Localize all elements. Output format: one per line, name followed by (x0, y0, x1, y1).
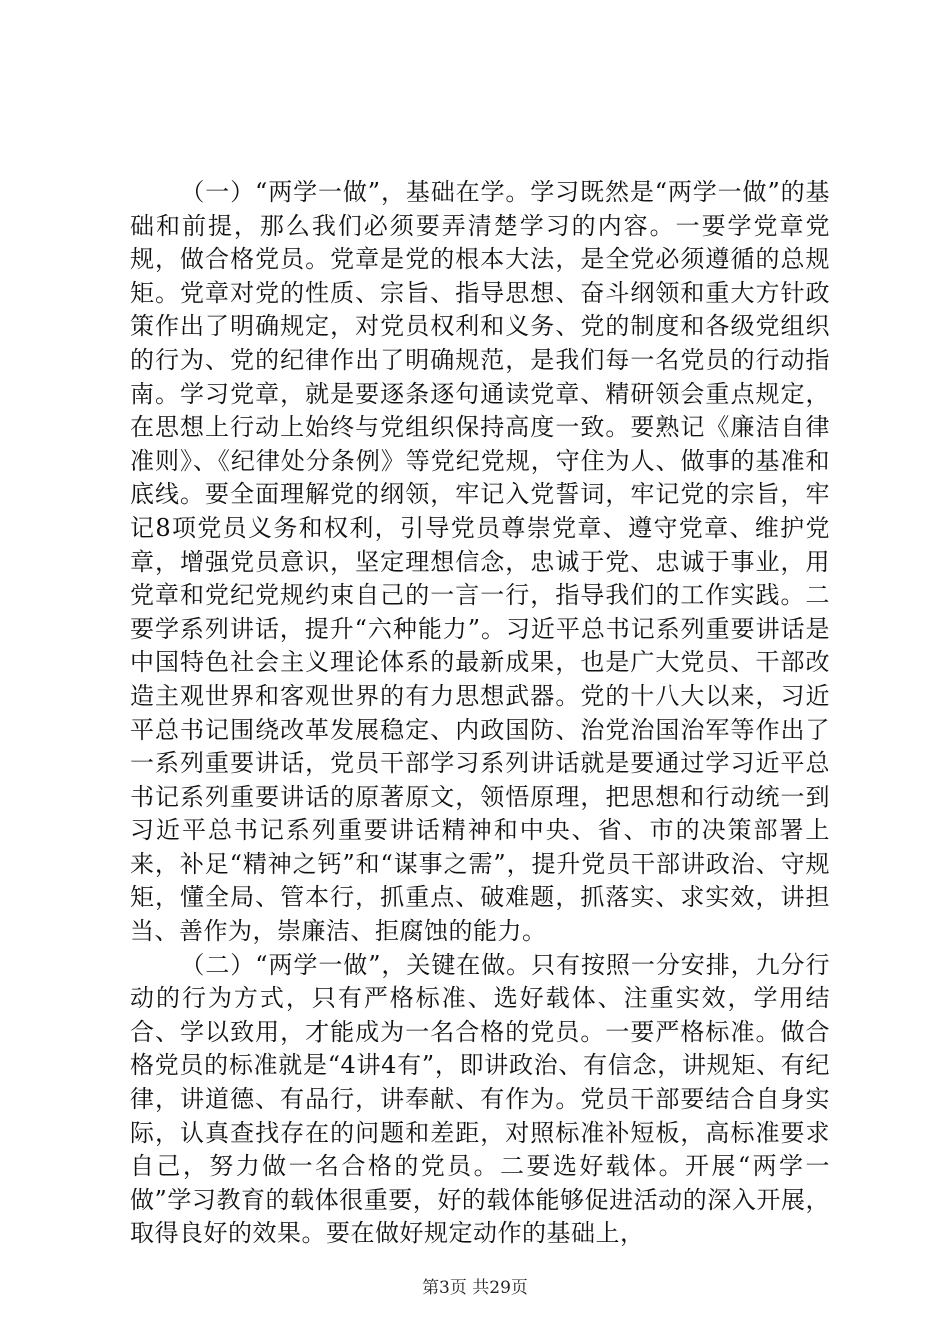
page-footer: 第3页 共29页 (422, 1278, 528, 1298)
document-body (130, 176, 830, 1251)
paragraph-1: （一）“两学一做”，基础在学。学习既然是“两学一做”的基础和前提，那么我们必须要弄清楚学习的内容。一要学党章党规，做合格党员。党章是党的根本大法，是全党必须遵循的总规矩。党章对党的性质、宗旨、指导思想、奋斗纲领和重大方针政策作出了明确规定，对党员权利和义务、党的制度和各级党组织的行为、党的纪律作出了明确规范，是我们每一名党员的行动指南。学习党章，就是要逐条逐句通读党章、精研领会重点规定，在思想上行动上始终与党组织保持高度一致。要熟记《廉洁自律准则》、《纪律处分条例》等党纪党规，守住为人、做事的基准和底线。要全面理解党的纲领，牢记入党誓词，牢记党的宗旨，牢记8项党员义务和权利，引导党员尊崇党章、遵守党章、维护党章，增强党员意识，坚定理想信念，忠诚于党、忠诚于事业，用党章和党纪党规约束自己的一言一行，指导我们的工作实践。二要学系列讲话，提升“六种能力”。习近平总书记系列重要讲话是中国特色社会主义理论体系的最新成果，也是广大党员、干部改造主观世界和客观世界的有力思想武器。党的十八大以来，习近平总书记围绕改革发展稳定、内政国防、治党治国治军等作出了一系列重要讲话，党员干部学习系列讲话就是要通过学习近平总书记系列重要讲话的原著原文，领悟原理，把思想和行动统一到习近平总书记系列重要讲话精神和中央、省、市的决策部署上来，补足“精神之钙”和“谋事之需”，提升党员干部讲政治、守规矩，懂全局、管本行，抓重点、破难题，抓落实、求实效，讲担当、善作为，崇廉洁、拒腐蚀的能力。 (130, 178, 830, 946)
paragraph-2: （二）“两学一做”，关键在做。只有按照一分安排，九分行动的行为方式，只有严格标准、选好载体、注重实效，学用结合、学以致用，才能成为一名合格的党员。一要严格标准。做合格党员的标准就是“4讲4有”，即讲政治、有信念，讲规矩、有纪律，讲道德、有品行，讲奉献、有作为。党员干部要结合自身实际，认真查找存在的问题和差距，对照标准补短板，高标准要求自己，努力做一名合格的党员。二要选好载体。开展“两学一做”学习教育的载体很重要，好的载体能够促进活动的深入开展，取得良好的效果。要在做好规定动作的基础上， (130, 950, 830, 1248)
